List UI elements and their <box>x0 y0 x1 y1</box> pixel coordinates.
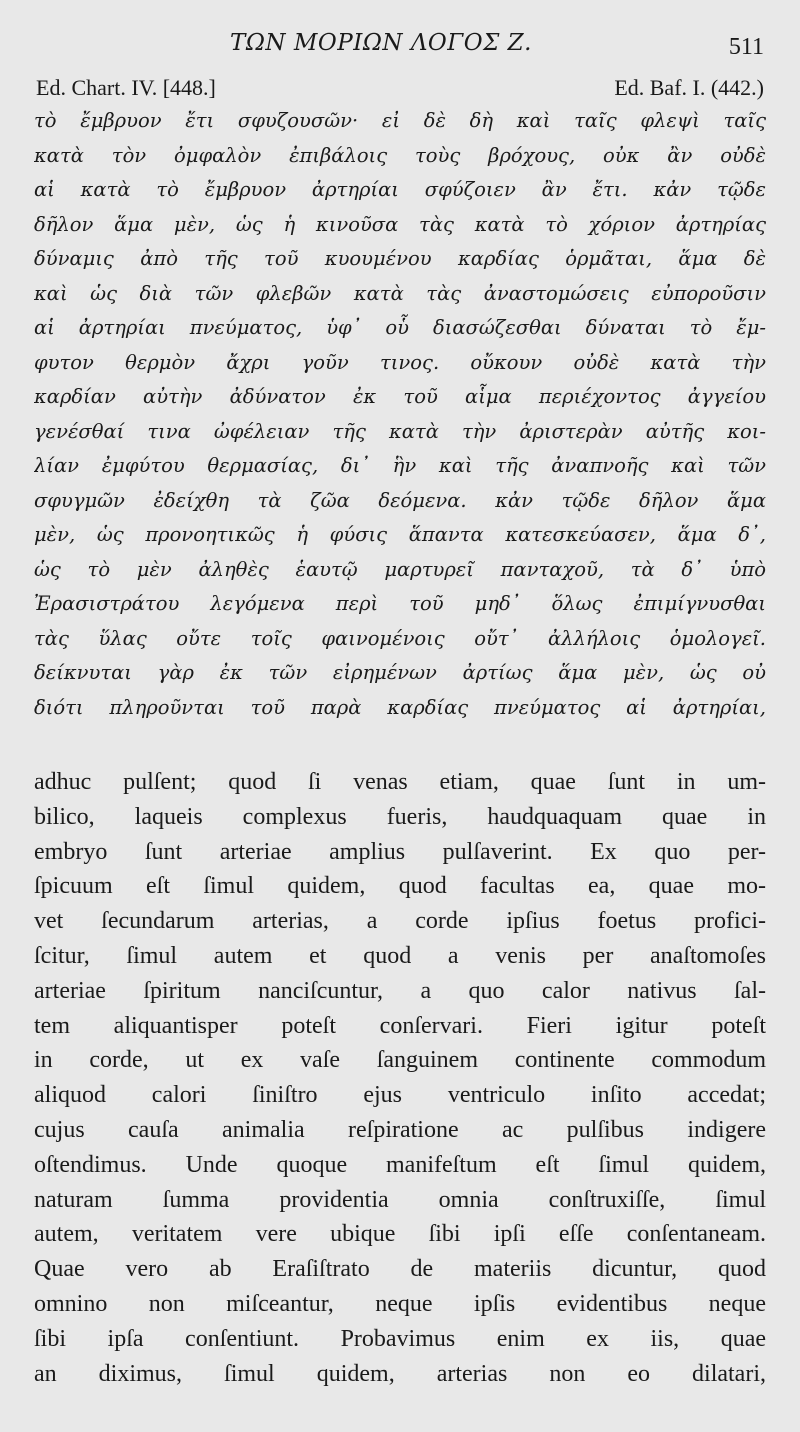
greek-text-line: δύναμις ἀπὸ τῆς τοῦ κυουμένου καρδίας ὁρμᾶται, ἅμα δὲ <box>34 247 766 270</box>
latin-text-line: Quae vero ab Eraſiſtrato de materiis dicuntur, quod <box>34 1256 766 1283</box>
running-head <box>0 30 800 62</box>
latin-text-line: ſpicuum eſt ſimul quidem, quod facultas ea, quae mo- <box>34 873 766 900</box>
greek-text-line: τὰς ὕλας οὔτε τοῖς φαινομένοις οὔτ᾽ ἀλλήλοις ὁμολογεῖ. <box>34 626 766 650</box>
greek-text-block <box>34 104 766 725</box>
greek-text-line: αἱ ἀρτηρίαι πνεύματος, ὑφ᾽ οὗ διασώζεσθαι δύναται τὸ ἔμ- <box>34 316 766 339</box>
greek-text-line: δῆλον ἅμα μὲν, ὡς ἡ κινοῦσα τὰς κατὰ τὸ χόριον ἀρτηρίας <box>34 212 766 236</box>
greek-text-line: μὲν, ὡς προνοητικῶς ἡ φύσις ἅπαντα κατεσκεύασεν, ἅμα δ᾽, <box>34 523 766 546</box>
greek-text-line: τὸ ἔμβρυον ἔτι σφυζουσῶν· εἰ δὲ δὴ καὶ ταῖς φλεψὶ ταῖς <box>34 109 766 132</box>
greek-text-line: κατὰ τὸν ὀμφαλὸν ἐπιβάλοις τοὺς βρόχους, οὐκ ἂν οὐδὲ <box>34 143 766 167</box>
latin-text-line: omnino non miſceantur, neque ipſis evidentibus neque <box>34 1290 766 1317</box>
greek-text-line: καὶ ὡς διὰ τῶν φλεβῶν κατὰ τὰς ἀναστομώσεις εὐποροῦσιν <box>34 281 766 305</box>
latin-text-line: an diximus, ſimul quidem, arterias non eo dilatari, <box>34 1360 766 1387</box>
page-number: 511 <box>728 34 764 60</box>
latin-text-block <box>34 765 766 1391</box>
greek-text-line: ὡς τὸ μὲν ἀληθὲς ἑαυτῷ μαρτυρεῖ πανταχοῦ, τὰ δ᾽ ὑπὸ <box>34 557 766 581</box>
latin-text-line: tem aliquantisper poteſt conſervari. Fieri igitur poteſt <box>34 1012 766 1039</box>
edition-reference-basel: Ed. Baf. I. (442.) <box>614 75 764 100</box>
latin-text-line: oſtendimus. Unde quoque manifeſtum eſt ſimul quidem, <box>34 1151 766 1178</box>
latin-text-line: cujus cauſa animalia reſpiratione ac pulſibus indigere <box>34 1116 766 1143</box>
greek-text-line: φυτον θερμὸν ἄχρι γοῦν τινος. οὔκουν οὐδὲ κατὰ τὴν <box>34 350 766 374</box>
latin-text-line: naturam ſumma providentia omnia conſtruxiſſe, ſimul <box>34 1186 766 1213</box>
latin-text-line: adhuc pulſent; quod ſi venas etiam, quae ſunt in um- <box>34 769 766 795</box>
latin-text-line: arteriae ſpiritum nanciſcuntur, a quo calor nativus ſal- <box>34 977 766 1004</box>
greek-text-line: αἱ κατὰ τὸ ἔμβρυον ἀρτηρίαι σφύζοιεν ἂν ἔτι. κἀν τῷδε <box>34 178 766 201</box>
greek-text-line: διότι πληροῦνται τοῦ παρὰ καρδίας πνεύματος αἱ ἀρτηρίαι, <box>34 695 766 719</box>
greek-text-line: σφυγμῶν ἐδείχθη τὰ ζῶα δεόμενα. κἀν τῷδε δῆλον ἅμα <box>34 488 766 512</box>
greek-text-line: λίαν ἐμφύτου θερμασίας, δι᾽ ἣν καὶ τῆς ἀναπνοῆς καὶ τῶν <box>34 454 766 477</box>
latin-text-line: ſibi ipſa conſentiunt. Probavimus enim ex iis, quae <box>34 1325 766 1352</box>
latin-text-line: embryo ſunt arteriae amplius pulſaverint. Ex quo per- <box>34 838 766 865</box>
edition-reference-line <box>36 75 764 105</box>
latin-text-line: in corde, ut ex vaſe ſanguinem continente commodum <box>34 1047 766 1074</box>
greek-text-line: Ἐρασιστράτου λεγόμενα περὶ τοῦ μηδ᾽ ὅλως ἐπιμίγνυσθαι <box>34 592 766 615</box>
latin-text-line: autem, veritatem vere ubique ſibi ipſi eſſe conſentaneam. <box>34 1221 766 1248</box>
latin-text-line: vet ſecundarum arterias, a corde ipſius foetus profici- <box>34 908 766 935</box>
greek-text-line: δείκνυται γὰρ ἐκ τῶν εἰρημένων ἀρτίως ἅμα μὲν, ὡς οὐ <box>34 661 766 684</box>
running-title: ΤΩΝ ΜΟΡΙΩΝ ΛΟΓΟΣ Ζ. <box>230 30 532 56</box>
edition-reference-chart: Ed. Chart. IV. [448.] <box>36 75 216 100</box>
latin-text-line: bilico, laqueis complexus fueris, haudquaquam quae in <box>34 803 766 830</box>
greek-text-line: καρδίαν αὐτὴν ἀδύνατον ἐκ τοῦ αἷμα περιέχοντος ἀγγείου <box>34 385 766 408</box>
latin-text-line: ſcitur, ſimul autem et quod a venis per anaſtomoſes <box>34 942 766 969</box>
latin-text-line: aliquod calori ſiniſtro ejus ventriculo inſito accedat; <box>34 1082 766 1109</box>
greek-text-line: γενέσθαί τινα ὠφέλειαν τῆς κατὰ τὴν ἀριστερὰν αὐτῆς κοι- <box>34 419 766 443</box>
